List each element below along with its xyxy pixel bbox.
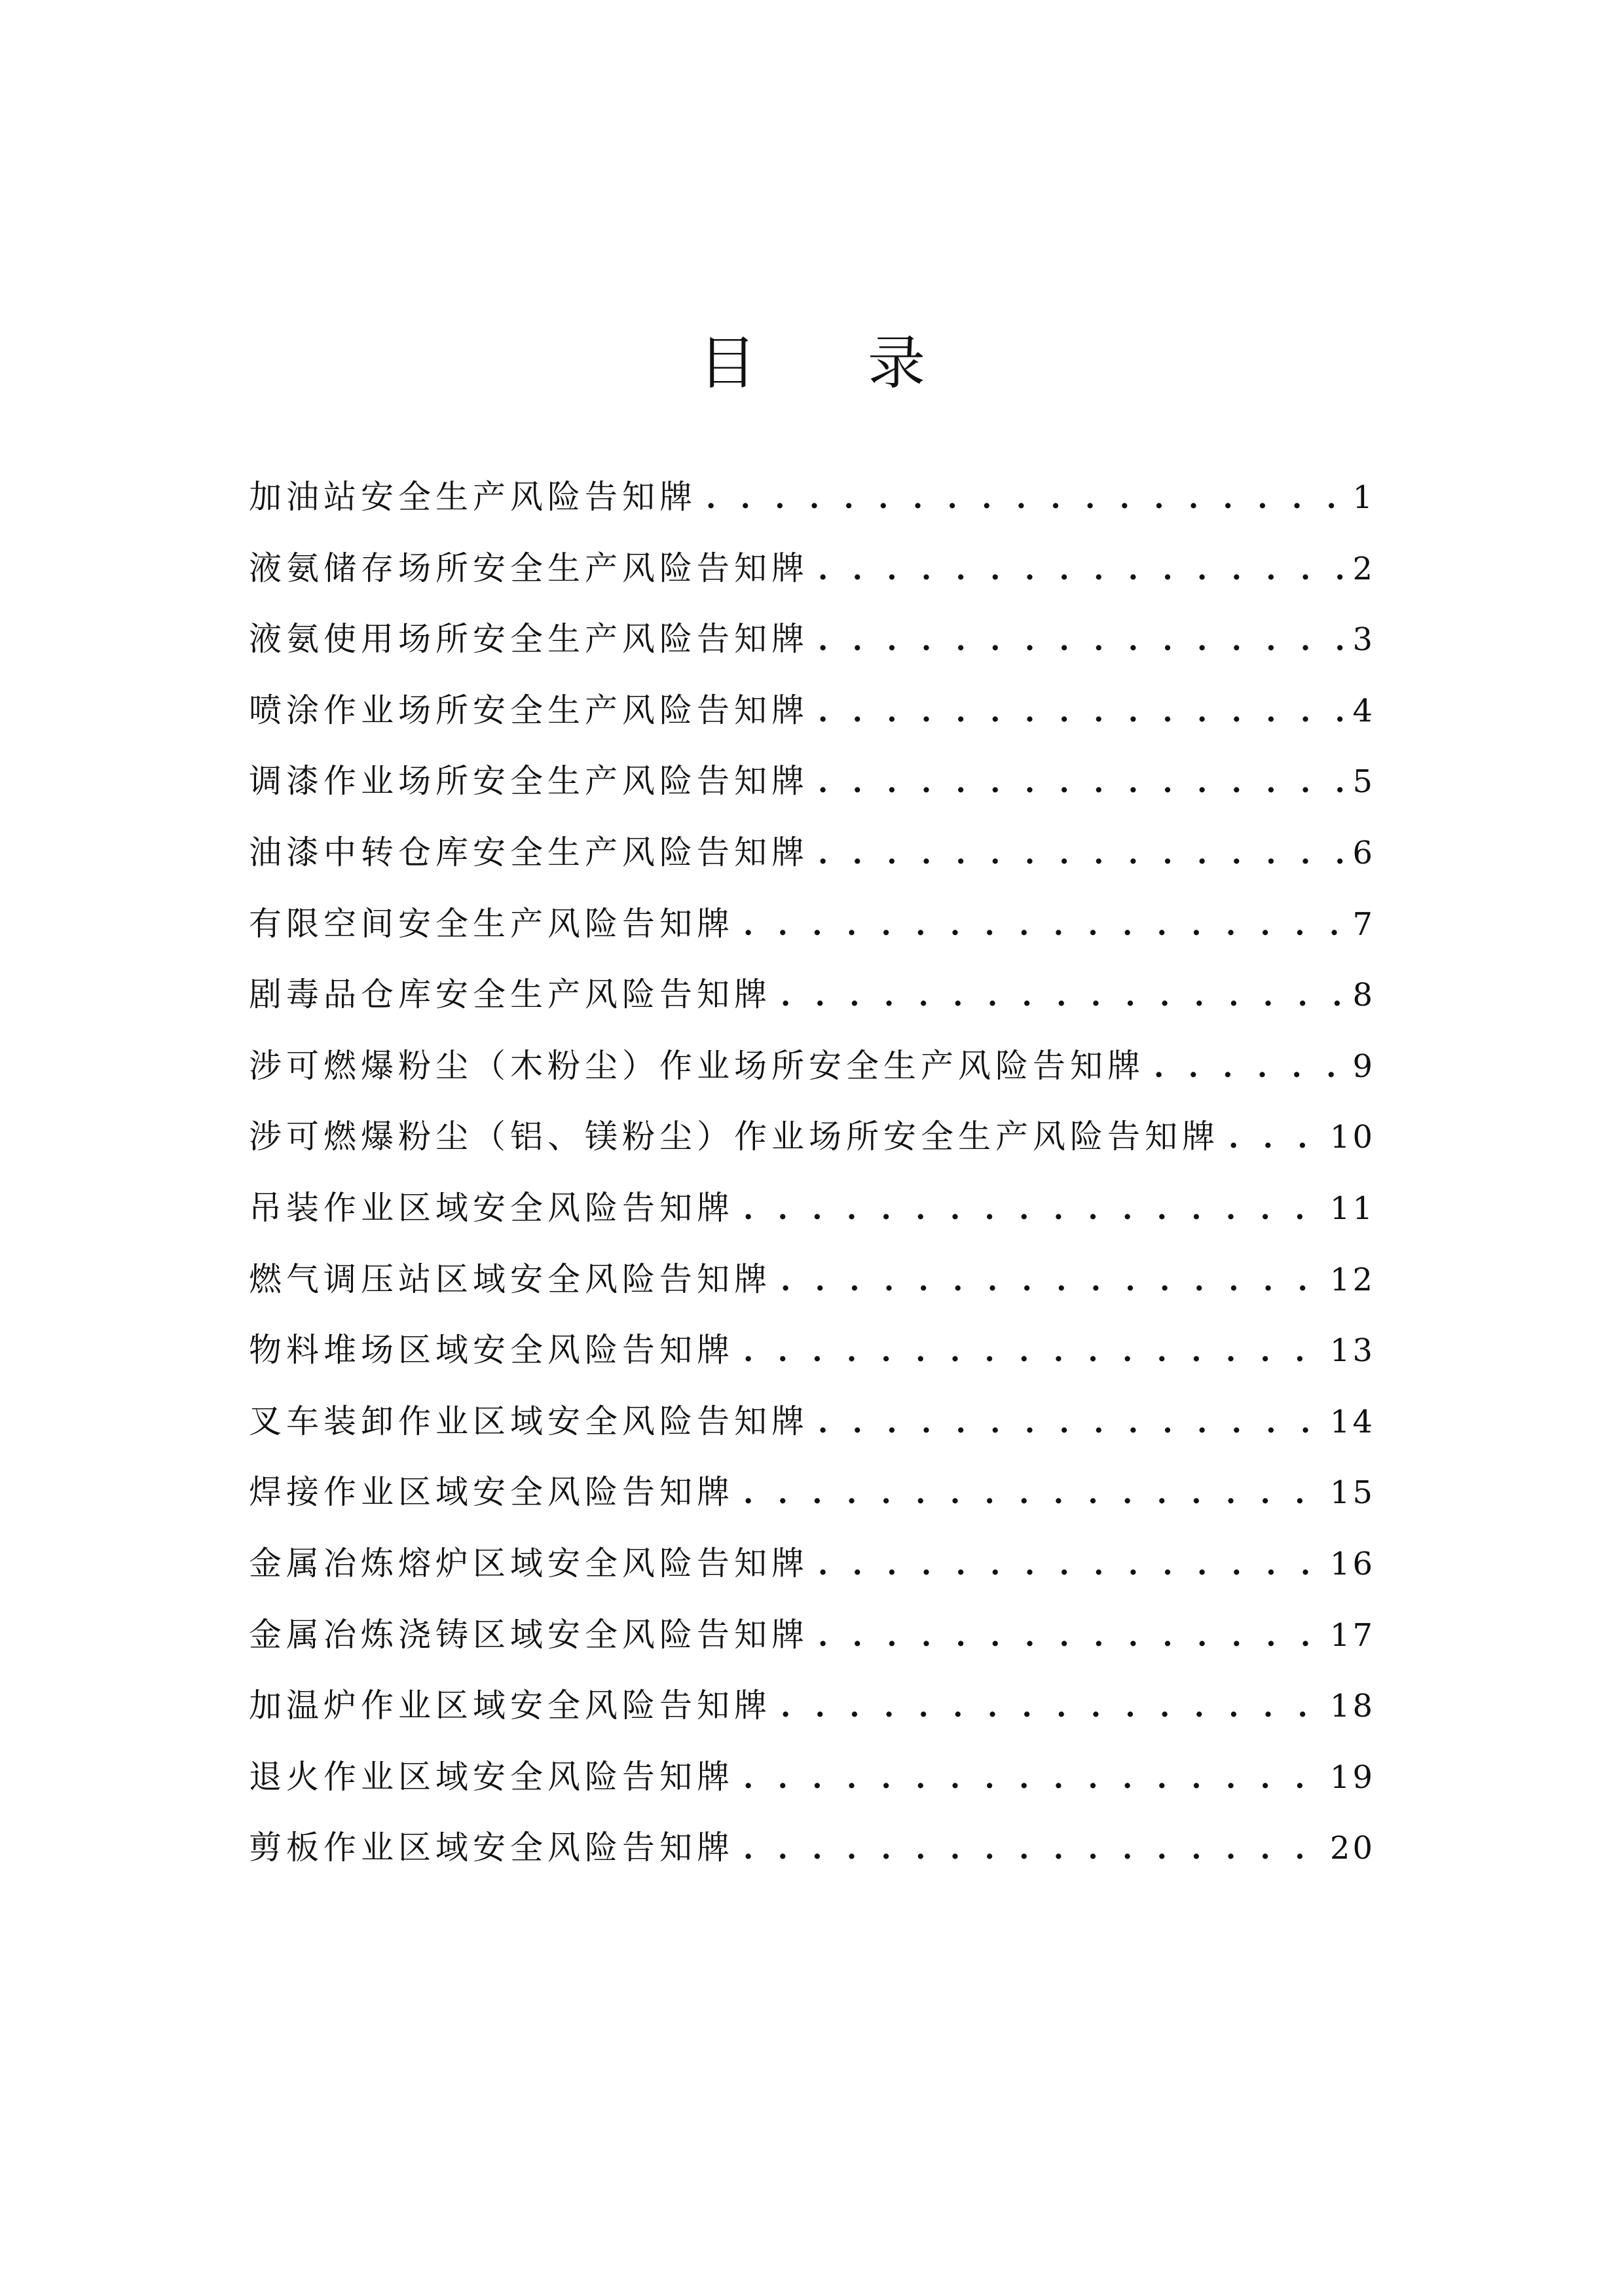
toc-entry[interactable]	[249, 1101, 1375, 1173]
toc-entry-title: 金属冶炼浇铸区域安全风险告知牌	[249, 1615, 809, 1654]
toc-dot-leader	[743, 1175, 1323, 1246]
toc-dot-leader	[818, 819, 1346, 890]
toc-entry-title: 剧毒品仓库安全生产风险告知牌	[249, 975, 771, 1014]
toc-dot-leader	[743, 1459, 1323, 1530]
toc-dot-leader	[743, 1743, 1323, 1815]
toc-entry[interactable]	[249, 1599, 1375, 1671]
toc-page-number: 18	[1329, 1688, 1375, 1725]
toc-entry[interactable]	[249, 1386, 1375, 1457]
page-title	[0, 327, 1624, 399]
toc-dot-leader	[706, 464, 1346, 535]
toc-dot-leader	[743, 1317, 1323, 1388]
toc-page-number: 10	[1329, 1119, 1375, 1156]
toc-page-number: 13	[1329, 1332, 1375, 1370]
toc-entry-title: 有限空间安全生产风险告知牌	[249, 904, 734, 943]
toc-page-number: 2	[1352, 550, 1375, 587]
toc-dot-leader	[818, 1601, 1323, 1673]
toc-page-number: 6	[1352, 834, 1375, 871]
toc-entry-title: 涉可燃爆粉尘（铝、镁粉尘）作业场所安全生产风险告知牌	[249, 1118, 1219, 1156]
toc-dot-leader	[818, 1388, 1323, 1459]
toc-entry-title: 液氨使用场所安全生产风险告知牌	[249, 620, 809, 659]
toc-entry[interactable]	[249, 533, 1375, 604]
toc-dot-leader	[781, 1672, 1323, 1743]
toc-page-number: 19	[1329, 1758, 1375, 1796]
toc-entry-title: 加油站安全生产风险告知牌	[249, 478, 697, 516]
toc-entry[interactable]	[249, 462, 1375, 533]
toc-entry[interactable]	[249, 1173, 1375, 1244]
toc-entry[interactable]	[249, 1244, 1375, 1315]
table-of-contents	[249, 462, 1375, 1884]
toc-entry[interactable]	[249, 604, 1375, 675]
toc-entry-title: 吊装作业区域安全风险告知牌	[249, 1188, 734, 1227]
toc-dot-leader	[1228, 1103, 1323, 1175]
page-title-char-1: 目	[698, 329, 756, 397]
toc-dot-leader	[818, 748, 1346, 819]
toc-entry[interactable]	[249, 675, 1375, 746]
toc-page-number: 20	[1329, 1830, 1375, 1867]
toc-entry[interactable]	[249, 817, 1375, 888]
toc-dot-leader	[1154, 1032, 1346, 1104]
page-title-char-2: 录	[868, 329, 926, 397]
toc-dot-leader	[781, 961, 1346, 1032]
toc-page-number: 4	[1352, 692, 1375, 729]
toc-dot-leader	[818, 677, 1346, 748]
toc-dot-leader	[818, 606, 1346, 677]
toc-entry-title: 金属冶炼熔炉区域安全风险告知牌	[249, 1544, 809, 1582]
toc-entry[interactable]	[249, 1030, 1375, 1102]
toc-page-number: 16	[1329, 1545, 1375, 1582]
toc-entry-title: 油漆中转仓库安全生产风险告知牌	[249, 833, 809, 871]
toc-entry-title: 调漆作业场所安全生产风险告知牌	[249, 762, 809, 801]
toc-entry[interactable]	[249, 1457, 1375, 1528]
toc-page-number: 12	[1329, 1261, 1375, 1298]
toc-entry[interactable]	[249, 1670, 1375, 1741]
toc-dot-leader	[743, 890, 1346, 962]
toc-dot-leader	[743, 1814, 1323, 1886]
toc-dot-leader	[781, 1246, 1323, 1317]
toc-dot-leader	[818, 535, 1346, 606]
toc-page-number: 8	[1352, 977, 1375, 1014]
toc-entry-title: 剪板作业区域安全风险告知牌	[249, 1829, 734, 1867]
toc-page-number: 9	[1352, 1048, 1375, 1085]
toc-entry-title: 物料堆场区域安全风险告知牌	[249, 1331, 734, 1370]
toc-entry[interactable]	[249, 1812, 1375, 1884]
toc-page-number: 14	[1329, 1403, 1375, 1440]
toc-entry-title: 焊接作业区域安全风险告知牌	[249, 1473, 734, 1512]
toc-entry-title: 燃气调压站区域安全风险告知牌	[249, 1260, 771, 1298]
toc-entry-title: 喷涂作业场所安全生产风险告知牌	[249, 691, 809, 729]
toc-entry[interactable]	[249, 1528, 1375, 1599]
toc-entry[interactable]	[249, 888, 1375, 960]
toc-entry[interactable]	[249, 746, 1375, 817]
toc-page-number: 17	[1329, 1616, 1375, 1654]
toc-dot-leader	[818, 1530, 1323, 1601]
toc-page-number: 7	[1352, 905, 1375, 943]
toc-page-number: 15	[1329, 1474, 1375, 1512]
toc-entry[interactable]	[249, 1315, 1375, 1386]
toc-page-number: 5	[1352, 763, 1375, 801]
toc-page-number: 3	[1352, 621, 1375, 659]
toc-entry[interactable]	[249, 959, 1375, 1030]
toc-entry-title: 叉车装卸作业区域安全风险告知牌	[249, 1402, 809, 1440]
toc-entry-title: 加温炉作业区域安全风险告知牌	[249, 1686, 771, 1725]
toc-page-number: 1	[1352, 479, 1375, 516]
toc-entry-title: 退火作业区域安全风险告知牌	[249, 1757, 734, 1796]
toc-entry-title: 液氨储存场所安全生产风险告知牌	[249, 549, 809, 587]
toc-entry[interactable]	[249, 1741, 1375, 1813]
toc-entry-title: 涉可燃爆粉尘（木粉尘）作业场所安全生产风险告知牌	[249, 1046, 1145, 1085]
toc-page-number: 11	[1329, 1190, 1375, 1227]
